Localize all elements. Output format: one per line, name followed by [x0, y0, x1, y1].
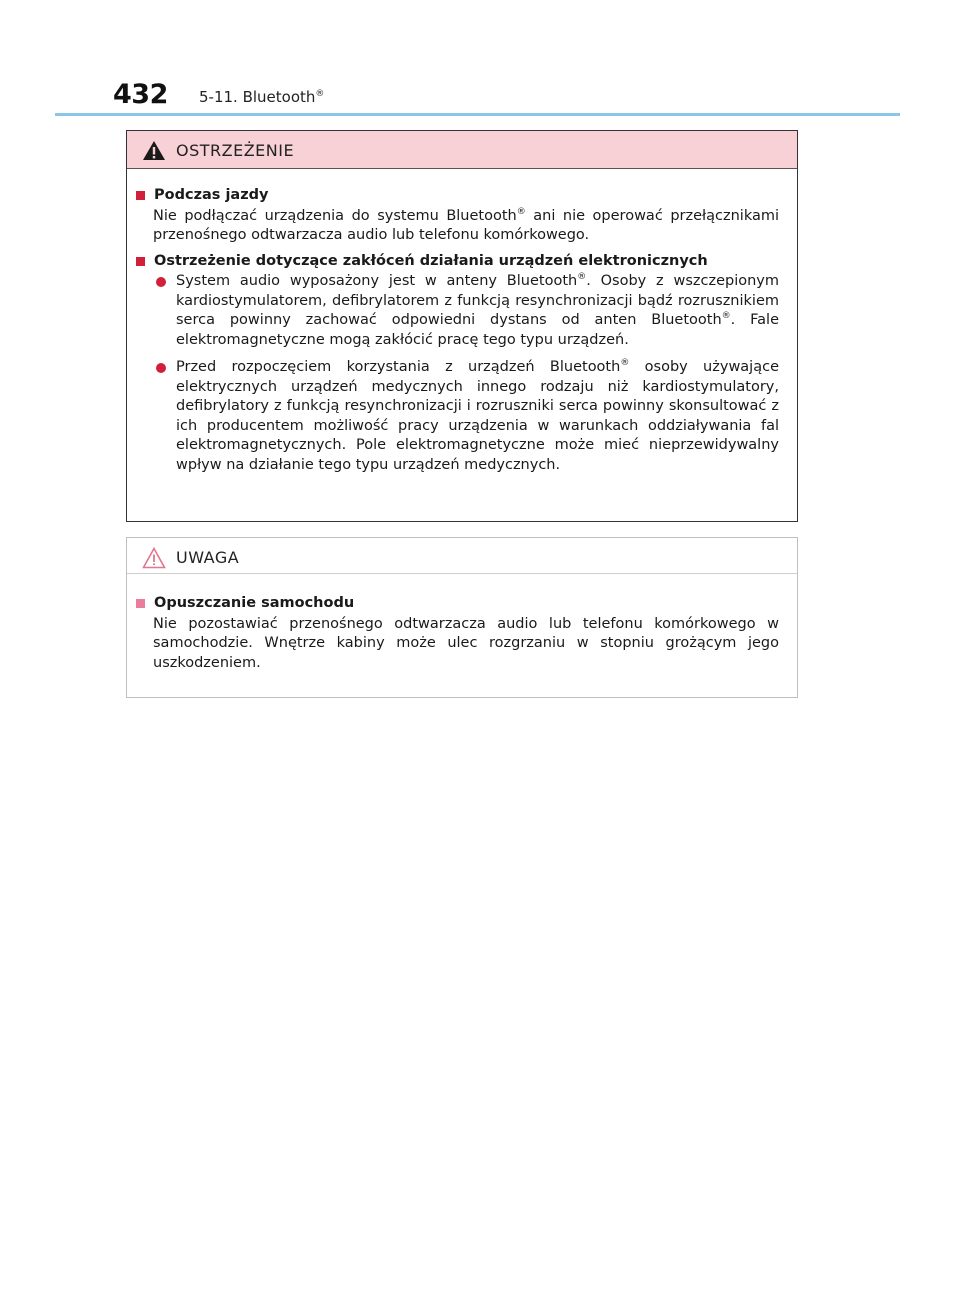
warning-body	[136, 186, 779, 483]
warning-title: OSTRZEŻENIE	[176, 141, 295, 160]
list-item	[153, 272, 779, 350]
caution-box	[126, 537, 798, 698]
para-text: System audio wyposażony jest w anteny Bluetooth	[176, 273, 578, 289]
bullet-text	[176, 358, 779, 475]
warning-title-bar	[127, 131, 797, 169]
square-bullet-icon	[136, 257, 145, 266]
para-text: Nie podłączać urządzenia do systemu Bluetooth	[153, 207, 517, 224]
para-text: Przed rozpoczęciem korzystania z urządzeń Bluetooth	[176, 359, 621, 375]
caution-paragraph: Nie pozostawiać przenośnego odtwarzacza audio lub telefonu komórkowego w samochodzie. Wnętrze kabiny może ulec rozgrzaniu w stopniu grożącym jego uszkodzeniem.	[153, 615, 779, 671]
warning-heading-interference	[136, 252, 779, 272]
page-number: 432	[113, 79, 168, 110]
para-text: ani nie operować przełącznikami przenośnego odtwarzacza audio lub telefonu komórkowego.	[153, 207, 780, 243]
heading-text: Opuszczanie samochodu	[154, 595, 355, 611]
header-rule	[55, 113, 900, 116]
warning-box	[126, 130, 798, 522]
registered-mark: ®	[577, 272, 587, 283]
warning-triangle-icon	[142, 140, 166, 161]
caution-title-bar	[127, 538, 797, 574]
caution-triangle-icon	[142, 547, 166, 569]
heading-text: Ostrzeżenie dotyczące zakłóceń działania urządzeń elektronicznych	[154, 252, 708, 269]
warning-heading-driving	[136, 186, 779, 206]
para-text: osoby używające elektrycznych urządzeń medycznych innego rodzaju niż kardiostymulatory, defibrylatory z funkcją resynchronizacji i rozruszniki serca powinny skonsultować z ich producentem możliwość pracy urządzenia w warunkach oddziaływania fal elektromagnetycznych. Pole elektromagnetyczne może mieć nieprzewidywalny wpływ na działanie tego typu urządzeń medycznych.	[176, 359, 779, 473]
heading-text: Podczas jazdy	[154, 187, 269, 203]
registered-mark: ®	[620, 358, 630, 369]
caution-body	[136, 594, 779, 679]
registered-mark: ®	[721, 311, 731, 322]
warning-paragraph-driving	[153, 207, 779, 246]
square-bullet-icon	[136, 599, 145, 608]
bullet-text	[176, 272, 779, 350]
section-title	[199, 88, 324, 106]
round-bullet-icon	[156, 277, 166, 287]
registered-mark: ®	[315, 89, 325, 99]
para-text: . Fale elektromagnetyczne mogą zakłócić pracę tego typu urządzeń.	[176, 312, 780, 348]
list-item	[153, 358, 779, 475]
square-bullet-icon	[136, 191, 145, 200]
para-text: . Osoby z wszczepionym kardiostymulatorem, defibrylatorem z funkcją resynchronizacji bądź rozrusznikiem serca powinny zachować odpowiedni dystans od anten Bluetooth	[176, 273, 779, 328]
round-bullet-icon	[156, 363, 166, 373]
registered-mark: ®	[516, 206, 526, 217]
caution-heading-leaving	[136, 594, 779, 614]
section-title-text: 5-11. Bluetooth	[199, 88, 316, 106]
caution-title: UWAGA	[176, 548, 240, 567]
